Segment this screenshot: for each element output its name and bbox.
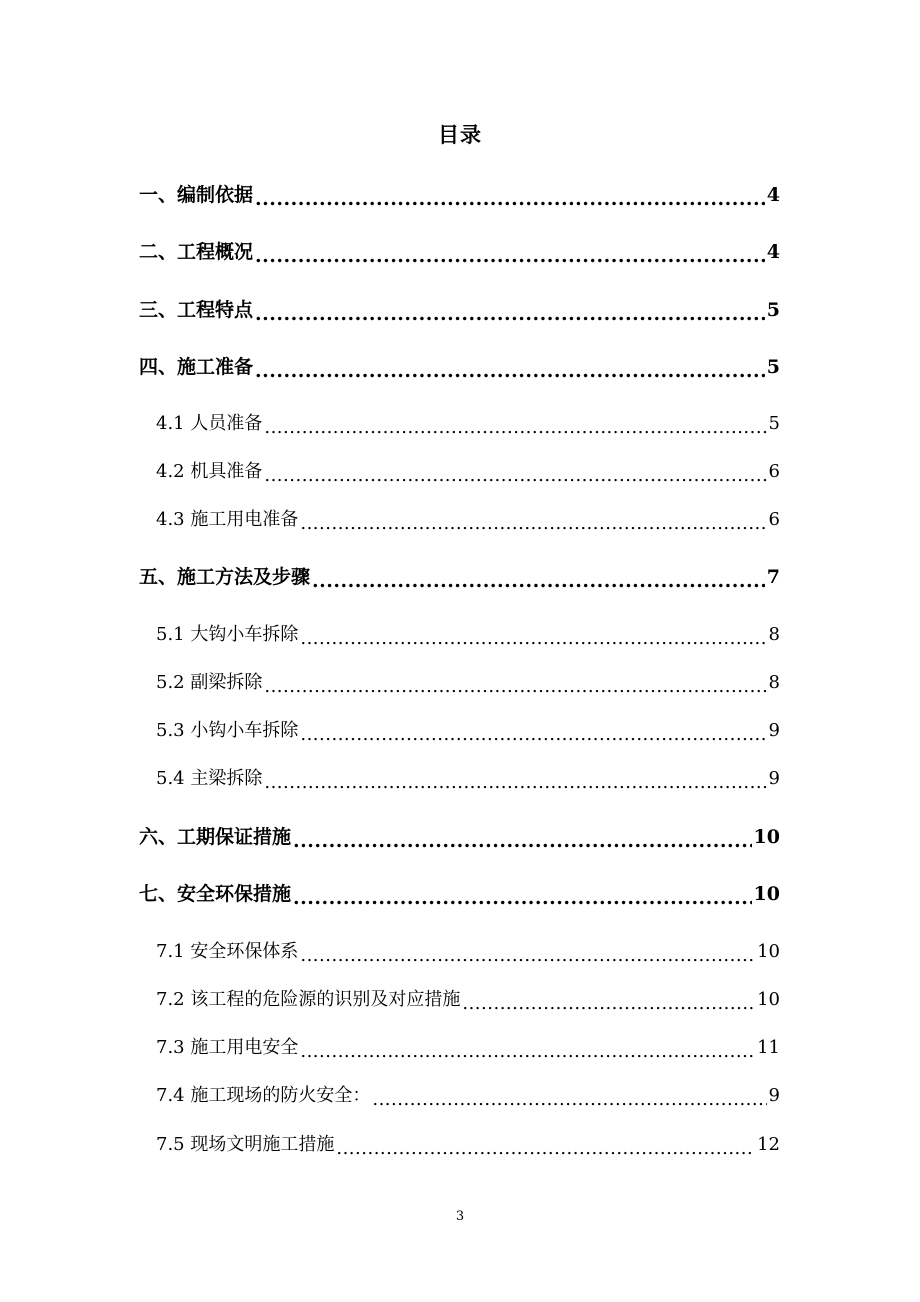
toc-entry-label: 4.1 人员准备 — [156, 413, 263, 434]
toc-entry-page: 4 — [766, 184, 780, 206]
toc-entry-page: 5 — [766, 356, 780, 378]
toc-entry-page: 5 — [766, 299, 780, 321]
toc-dot-leader — [264, 409, 766, 439]
toc-dot-leader — [255, 295, 765, 325]
toc-entry[interactable] — [156, 985, 780, 1015]
toc-entry[interactable] — [139, 180, 780, 210]
toc-entry[interactable] — [156, 409, 780, 439]
toc-dot-leader — [293, 822, 752, 852]
toc-dot-leader — [264, 668, 766, 698]
toc-entry-page: 9 — [768, 1085, 780, 1106]
toc-entry[interactable] — [139, 879, 780, 909]
toc-entry-label: 六、工期保证措施 — [139, 826, 292, 848]
toc-entry-label: 7.1 安全环保体系 — [156, 941, 299, 962]
toc-entry-label: 四、施工准备 — [139, 356, 254, 378]
toc-entry-page: 8 — [768, 672, 780, 693]
toc-entry-label: 7.4 施工现场的防火安全： — [156, 1085, 371, 1106]
page-title: 目录 — [438, 122, 482, 147]
toc-entry-page: 8 — [768, 624, 780, 645]
toc-dot-leader — [264, 764, 766, 794]
toc-entry-page: 6 — [768, 461, 780, 482]
toc-dot-leader — [255, 237, 765, 267]
toc-entry-page: 7 — [766, 566, 780, 588]
toc-entry-page: 5 — [768, 413, 780, 434]
toc-entry[interactable] — [156, 1130, 780, 1160]
toc-entry-page: 12 — [757, 1134, 780, 1155]
toc-entry[interactable] — [139, 352, 780, 382]
toc-entry-label: 5.3 小钩小车拆除 — [156, 720, 299, 741]
toc-entry[interactable] — [156, 1081, 780, 1111]
toc-dot-leader — [293, 879, 752, 909]
toc-entry[interactable] — [139, 237, 780, 267]
toc-entry-label: 5.1 大钩小车拆除 — [156, 624, 299, 645]
toc-entry-label: 五、施工方法及步骤 — [139, 566, 311, 588]
toc-dot-leader — [264, 457, 766, 487]
toc-dot-leader — [255, 352, 765, 382]
toc-entry-label: 5.2 副梁拆除 — [156, 672, 263, 693]
toc-dot-leader — [255, 180, 765, 210]
toc-entry-label: 三、工程特点 — [139, 299, 254, 321]
toc-entry[interactable] — [139, 822, 780, 852]
toc-dot-leader — [372, 1081, 766, 1111]
toc-entry[interactable] — [139, 562, 780, 592]
toc-dot-leader — [462, 985, 755, 1015]
page-number: 3 — [455, 1209, 465, 1224]
toc-dot-leader — [300, 505, 766, 535]
toc-dot-leader — [300, 937, 755, 967]
toc-entry-page: 11 — [757, 1037, 780, 1058]
toc-entry[interactable] — [156, 764, 780, 794]
toc-entry-label: 一、编制依据 — [139, 184, 254, 206]
toc-entry[interactable] — [156, 505, 780, 535]
toc-entry[interactable] — [156, 668, 780, 698]
toc-entry-label: 二、工程概况 — [139, 241, 254, 263]
toc-entry[interactable] — [139, 295, 780, 325]
toc-entry-page: 6 — [768, 509, 780, 530]
toc-entry[interactable] — [156, 937, 780, 967]
toc-entry-label: 七、安全环保措施 — [139, 883, 292, 905]
toc-entry-page: 9 — [768, 720, 780, 741]
toc-entry-label: 7.5 现场文明施工措施 — [156, 1134, 335, 1155]
toc-entry-label: 4.2 机具准备 — [156, 461, 263, 482]
toc-entry-label: 5.4 主梁拆除 — [156, 768, 263, 789]
toc-entry-page: 10 — [757, 989, 780, 1010]
toc-dot-leader — [312, 562, 765, 592]
toc-entry-page: 10 — [753, 826, 780, 848]
toc-entry[interactable] — [156, 716, 780, 746]
toc-entry[interactable] — [156, 1033, 780, 1063]
toc-entry-label: 7.2 该工程的危险源的识别及对应措施 — [156, 989, 461, 1010]
toc-entry-page: 9 — [768, 768, 780, 789]
toc-dot-leader — [336, 1130, 755, 1160]
toc-dot-leader — [300, 1033, 755, 1063]
toc-entry-page: 10 — [757, 941, 780, 962]
toc-dot-leader — [300, 716, 766, 746]
toc-entry-label: 7.3 施工用电安全 — [156, 1037, 299, 1058]
toc-entry-label: 4.3 施工用电准备 — [156, 509, 299, 530]
toc-dot-leader — [300, 620, 766, 650]
toc-entry[interactable] — [156, 620, 780, 650]
toc-entry-page: 4 — [766, 241, 780, 263]
toc-entry-page: 10 — [753, 883, 780, 905]
toc-entry[interactable] — [156, 457, 780, 487]
